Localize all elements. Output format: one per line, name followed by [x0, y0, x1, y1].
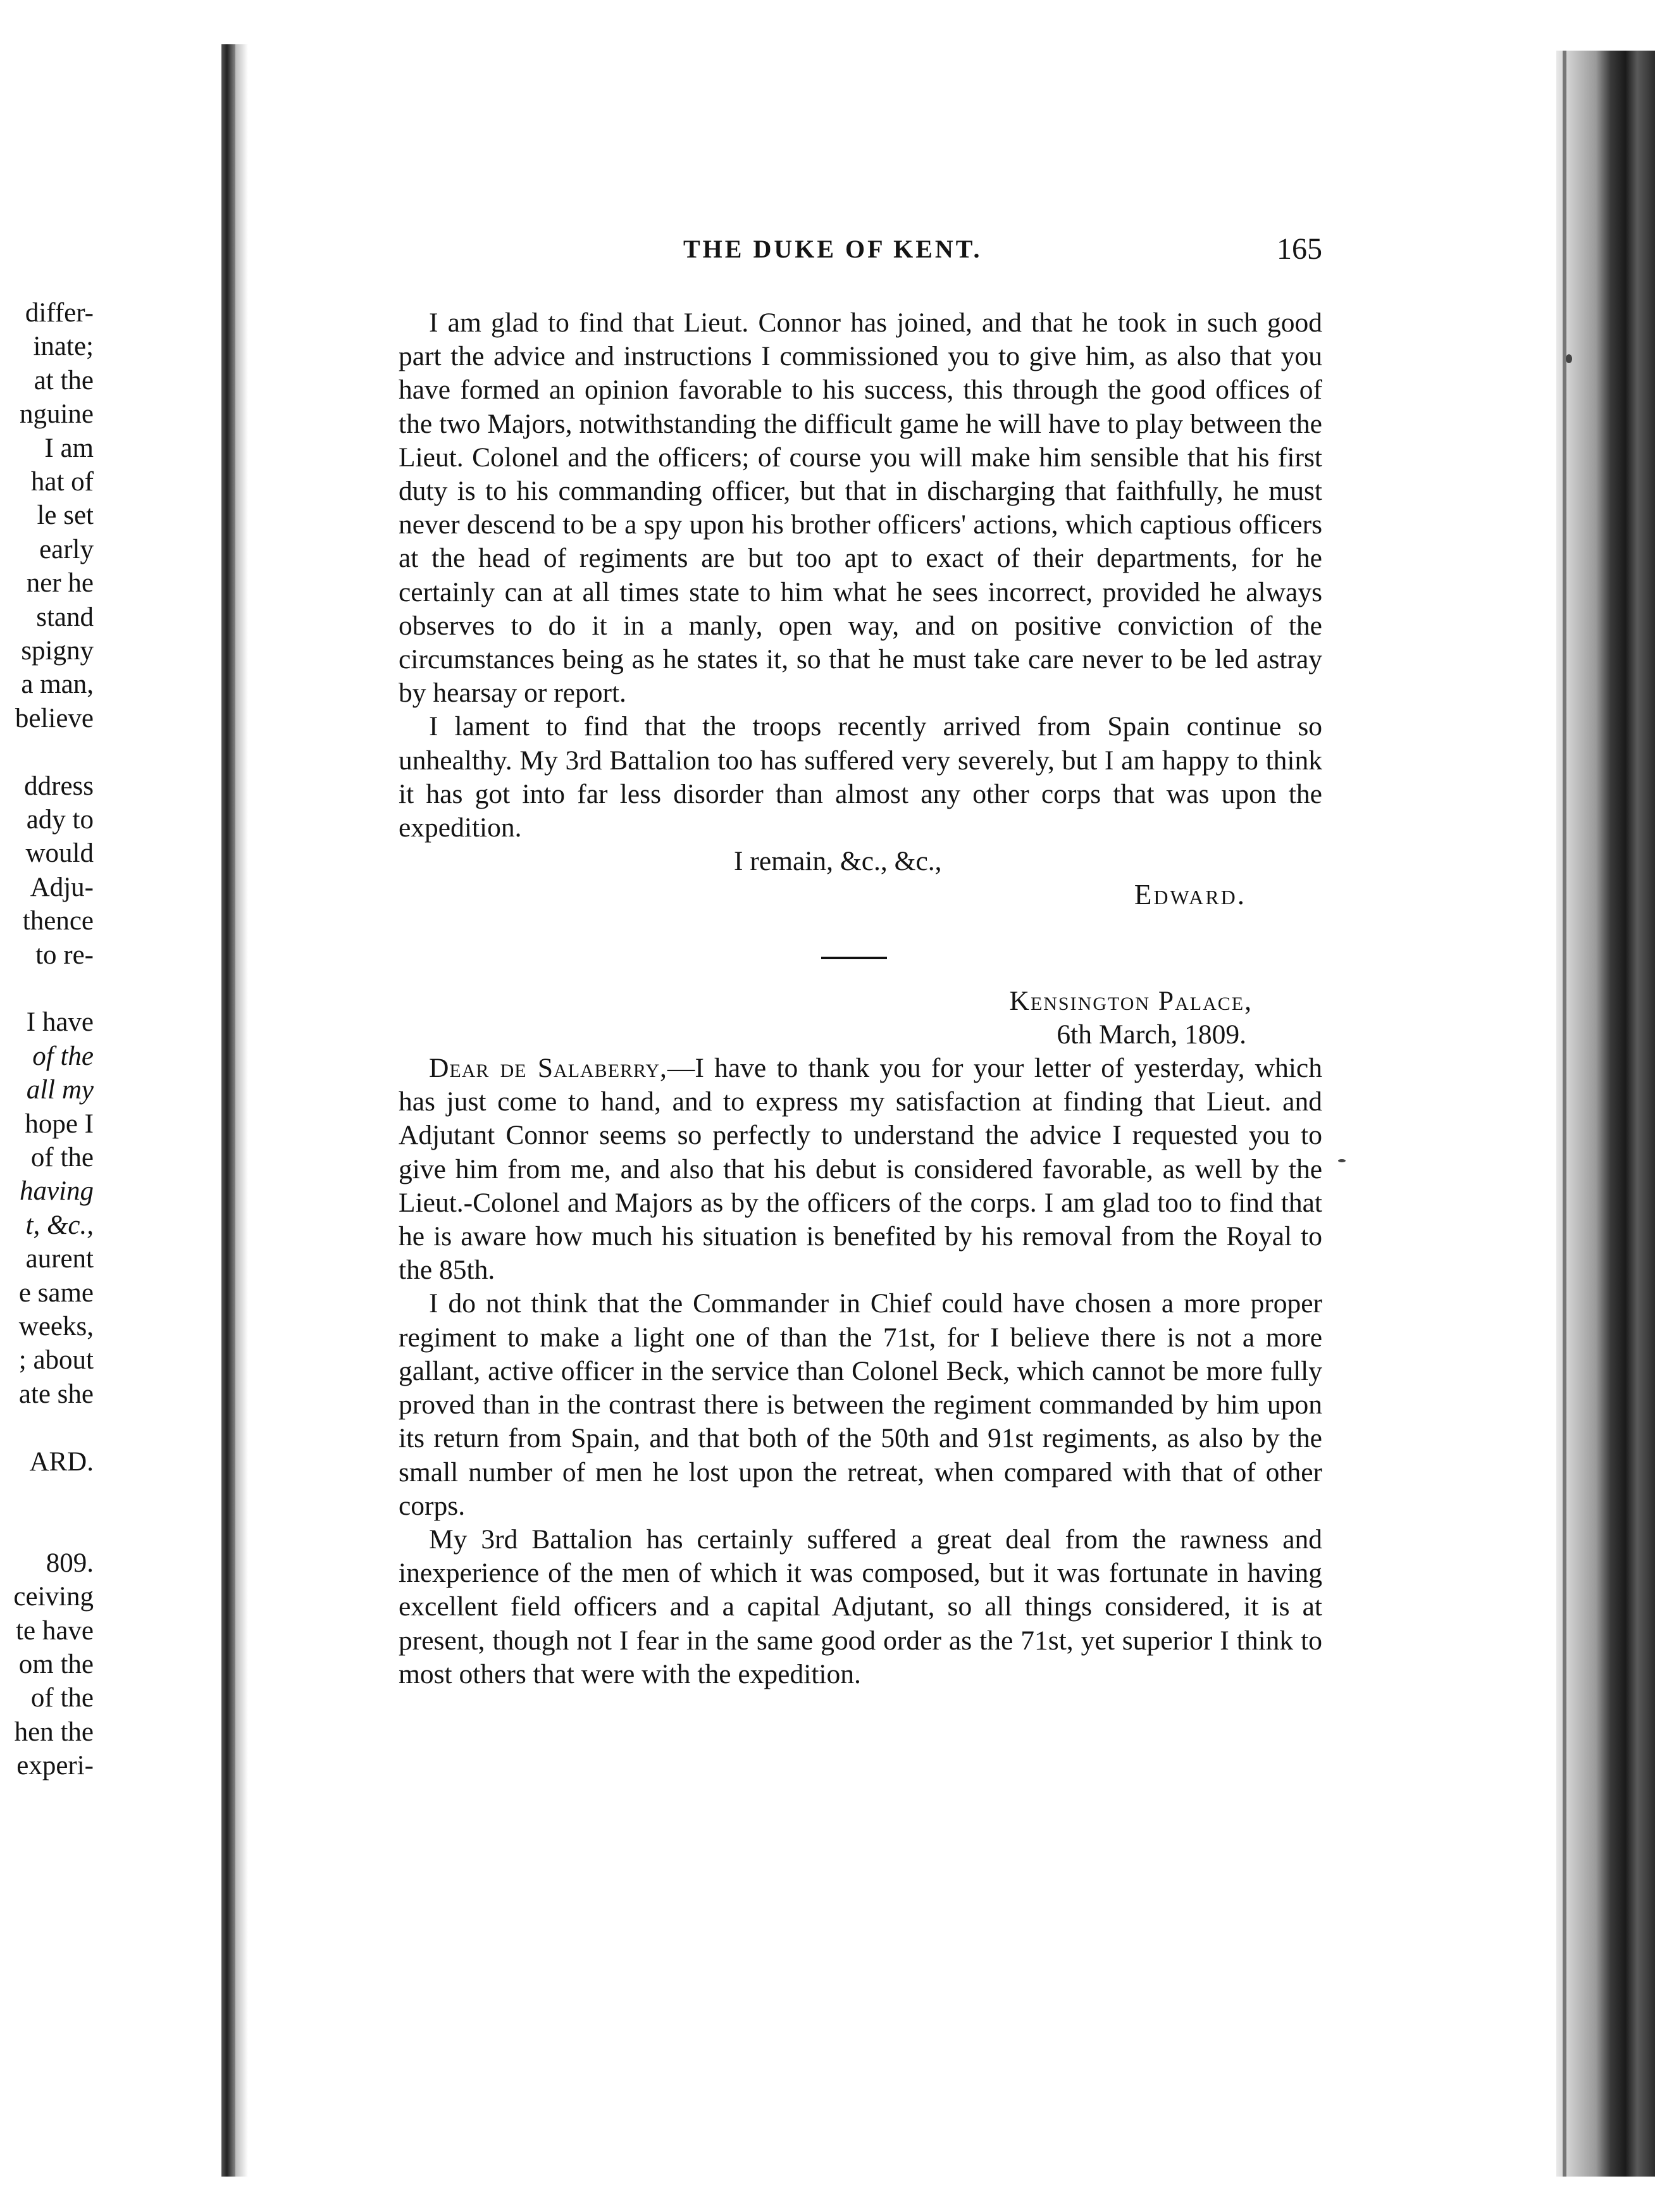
previous-page-fragment: inate;	[33, 332, 94, 362]
letter2-address: Kensington Palace,	[1009, 985, 1253, 1016]
previous-page-fragment: of the	[30, 1683, 94, 1713]
previous-page-fragment: differ-	[25, 298, 94, 328]
letter2-paragraph-1-text: —I have to thank you for your letter of yesterday, which has just come to hand, and to express my satisfaction at finding that Lieut. and Adjutant Connor seems so perfectly to understand the advice I requested you to give him from me, and also that his debut is considered favorable, as well by the Lieut.-Colonel and Majors as by the officers of the corps. I am glad too to find that he is aware how much his situation is benefited by his removal from the Royal to the 85th.	[399, 1053, 1322, 1286]
letter1-signature: Edward.	[1134, 879, 1246, 911]
letter1-closing: I remain, &c., &c.,	[734, 846, 942, 877]
scan-speck	[1566, 354, 1572, 363]
previous-page-fragment: ady to	[26, 805, 94, 835]
previous-page-fragment: te have	[16, 1615, 94, 1646]
previous-page-fragment: spigny	[21, 636, 94, 666]
letter2-paragraph-2: I do not think that the Commander in Chief could have chosen a more proper regiment to make a light one of than the 71st, for I believe there is not a more gallant, active officer in the service than Colonel Beck, which cannot be more fully proved than in the contrast there is between the regiment commanded by him upon its return from Spain, and that both of the 50th and 91st regiments, as also by the small number of men he lost upon the retreat, when compared with that of other corps.	[399, 1288, 1322, 1521]
previous-page-fragment: Adju-	[30, 872, 94, 902]
previous-page-fragment: thence	[22, 906, 94, 936]
running-title: THE DUKE OF KENT.	[683, 235, 982, 263]
letter2-paragraph-3: My 3rd Battalion has certainly suffered a great deal from the rawness and inexperience of the men of which it was composed, but it was fortunate in having excellent field officers and a capital Adjutant, so all things considered, it is at present, though not I fear in the same good order as the 71st, yet superior I think to most others that were with the expedition.	[399, 1524, 1322, 1689]
previous-page-fragments	[0, 0, 95, 2212]
previous-page-fragment: having	[19, 1176, 94, 1207]
previous-page-fragment: stand	[36, 602, 94, 632]
page-body	[399, 306, 1322, 1691]
previous-page-fragment: ceiving	[13, 1582, 94, 1612]
previous-page-fragment: a man,	[21, 669, 94, 700]
previous-page-fragment: le set	[37, 500, 94, 531]
previous-page-fragment: ddress	[24, 771, 94, 801]
previous-page-fragment: of the	[30, 1143, 94, 1172]
previous-page-fragment: believe	[15, 703, 94, 733]
previous-page-fragment: 809.	[46, 1548, 94, 1578]
previous-page-fragment: early	[39, 534, 94, 564]
previous-page-fragment: ; about	[18, 1345, 94, 1376]
letter1-paragraph-2: I lament to find that the troops recently arrived from Spain continue so unhealthy. My 3rd Battalion too has suffered very severely, but I am happy to think it has got into far less disorder than almost any other corps that was upon the expedition.	[399, 711, 1322, 843]
previous-page-fragment: to re-	[35, 940, 94, 970]
previous-page-fragment: om the	[18, 1650, 94, 1679]
letter2-salutation: Dear de Salaberry,	[429, 1053, 667, 1084]
previous-page-fragment: I am	[44, 433, 94, 463]
running-head	[399, 234, 1322, 272]
previous-page-fragment: of the	[32, 1041, 94, 1071]
previous-page-fragment: t, &c.,	[25, 1210, 94, 1240]
previous-page-fragment: I have	[26, 1007, 94, 1038]
previous-page-fragment: all my	[26, 1075, 94, 1105]
previous-page-fragment: ate she	[18, 1379, 94, 1409]
previous-page-fragment: ner he	[26, 568, 94, 599]
previous-page-fragment: weeks,	[18, 1312, 94, 1341]
scan-speck	[1338, 1159, 1346, 1162]
page-number: 165	[1277, 232, 1322, 266]
section-divider	[821, 957, 887, 959]
letter1-paragraph-1: I am glad to find that Lieut. Connor has joined, and that he took in such good part the advice and instructions I commissioned you to give him, as also that you have formed an opinion favorable to his success, this through the good offices of the two Majors, notwithstanding the difficult game he will have to play between the Lieut. Colonel and the officers; of course you will make him sensible that his first duty is to his commanding officer, but that in discharging that faithfully, he must never descend to be a spy upon his brother officers' actions, which captious officers at the head of regiments are but too apt to exact of their departments, for he certainly can at all times state to him what he sees incorrect, provided he always observes to do it in a manly, open way, and on positive conviction of the circumstances being as he states it, so that he must take care never to be led astray by hearsay or report.	[399, 308, 1322, 709]
previous-page-fragment: hat of	[30, 467, 94, 497]
previous-page-fragment: e same	[18, 1277, 94, 1308]
previous-page-fragment: aurent	[25, 1244, 94, 1274]
previous-page-fragment: ARD.	[29, 1446, 94, 1477]
previous-page-fragment: at the	[34, 365, 94, 395]
previous-page-fragment: would	[25, 838, 94, 869]
letter2-date: 6th March, 1809.	[1057, 1019, 1246, 1050]
previous-page-fragment: hen the	[14, 1717, 94, 1747]
letter2-paragraph-1	[399, 1052, 1322, 1287]
page-stack-edge	[1556, 51, 1655, 2177]
previous-page-fragment: experi-	[16, 1751, 94, 1781]
previous-page-fragment: nguine	[19, 399, 94, 430]
book-gutter	[221, 44, 235, 2177]
page-edge-line	[1563, 51, 1566, 2177]
previous-page-fragment: hope I	[25, 1109, 94, 1139]
page-gutter-shadow	[235, 44, 248, 2177]
